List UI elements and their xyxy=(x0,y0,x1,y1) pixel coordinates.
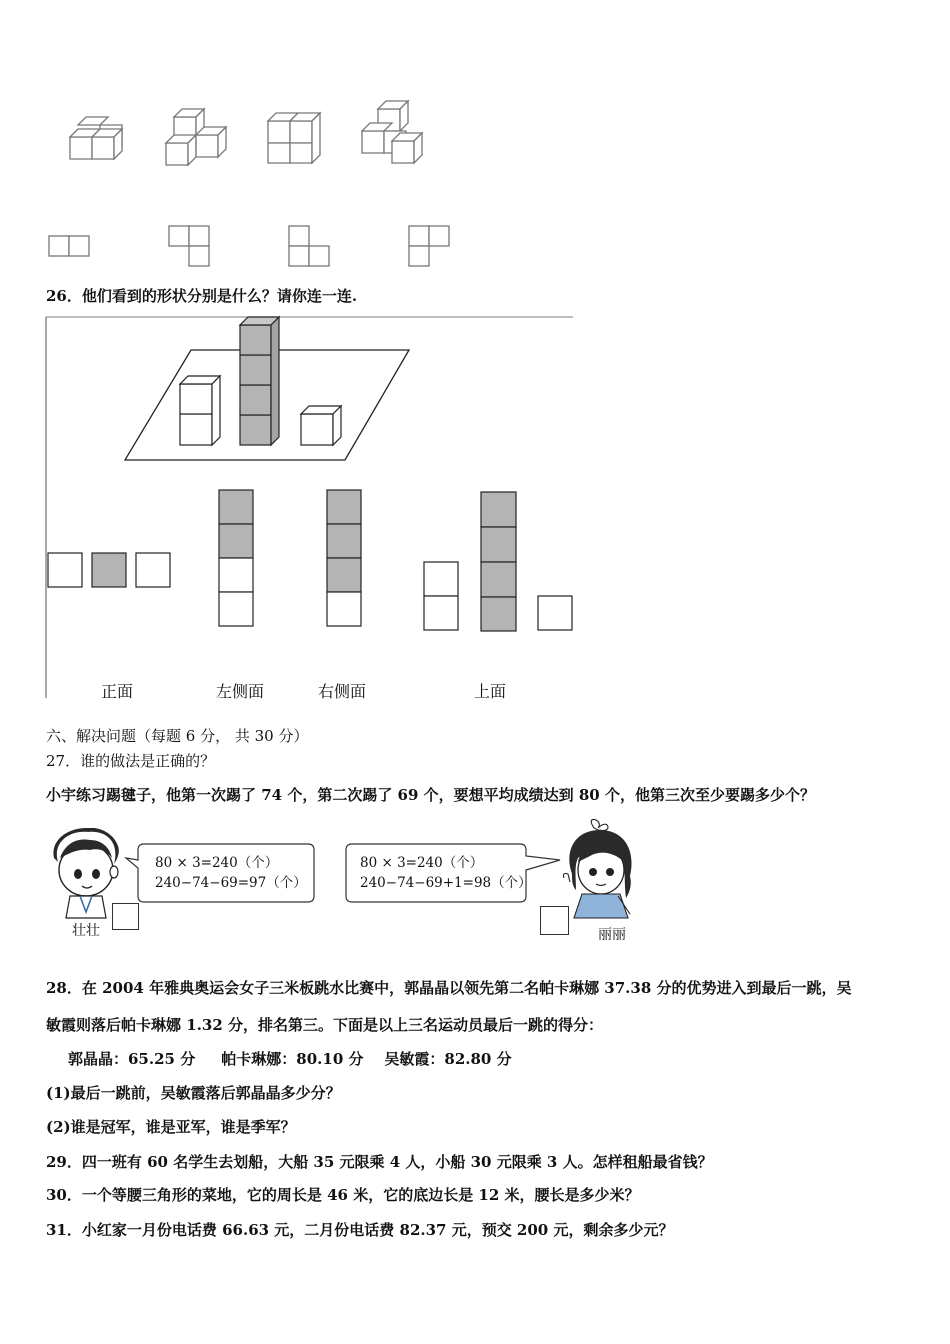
right-answer-box[interactable] xyxy=(540,906,569,935)
q30-text: 30．一个等腰三角形的菜地，它的周长是 46 米，它的底边长是 12 米，腰长是多少米？ xyxy=(46,1186,640,1204)
front-view xyxy=(48,553,170,587)
q27-title: 27．谁的做法是正确的？ xyxy=(46,752,216,770)
q28-line1: 28．在 2004 年雅典奥运会女子三米板跳水比赛中，郭晶晶以领先第二名帕卡琳娜 37.38 分的优势进入到最后一跳，吴 xyxy=(46,979,852,997)
q28-scores: 郭晶晶：65.25 分 帕卡琳娜：80.10 分 吴敏霞：82.80 分 xyxy=(68,1050,512,1068)
right-bubble-line1: 80 × 3=240（个） xyxy=(360,855,484,871)
right-person-name: 丽丽 xyxy=(598,927,626,943)
label-left: 左侧面 xyxy=(216,682,265,701)
label-right: 右侧面 xyxy=(318,682,367,701)
label-top: 上面 xyxy=(474,682,507,701)
q31-text: 31．小红家一月份电话费 66.63 元，二月份电话费 82.37 元，预交 200 元，剩余多少元？ xyxy=(46,1221,674,1239)
q25-solids-figure xyxy=(60,95,440,175)
left-bubble-line1: 80 × 3=240（个） xyxy=(155,855,279,871)
view-l-shape-b xyxy=(289,226,329,266)
q26-text: 26．他们看到的形状分别是什么？请你连一连. xyxy=(46,287,358,305)
stack-four-grey xyxy=(240,317,279,445)
q28-line2: 敏霞则落后帕卡琳娜 1.32 分，排名第三。下面是以上三名运动员最后一跳的得分： xyxy=(46,1016,603,1034)
section-heading: 六、解决问题（每题 6 分， 共 30 分） xyxy=(46,727,309,745)
left-view xyxy=(219,490,253,626)
left-answer-box[interactable] xyxy=(112,903,139,930)
right-view xyxy=(327,490,361,626)
top-view xyxy=(424,492,572,631)
q27-problem: 小宇练习踢毽子，他第一次踢了 74 个，第二次踢了 69 个，要想平均成绩达到 80 个，他第三次至少要踢多少个？ xyxy=(46,786,815,804)
left-person-name: 壮壮 xyxy=(72,923,100,939)
girl-illustration xyxy=(560,818,642,922)
stack-two-white xyxy=(180,376,220,445)
cube-stack-c xyxy=(268,113,320,163)
q28-sub2: (2)谁是冠军，谁是亚军，谁是季军？ xyxy=(46,1118,296,1136)
view-l-shape-c xyxy=(409,226,449,266)
q25-views-figure xyxy=(45,220,465,272)
view-two-squares xyxy=(49,236,89,256)
q29-text: 29．四一班有 60 名学生去划船，大船 35 元限乘 4 人，小船 30 元限乘 3 人。怎样租船最省钱？ xyxy=(46,1153,713,1171)
cube-stack-d xyxy=(362,101,422,163)
cube-stack-a xyxy=(70,117,122,159)
single-white-cube xyxy=(301,406,341,445)
left-bubble-line2: 240−74−69=97（个） xyxy=(155,875,307,891)
q26-figure xyxy=(45,314,575,704)
right-bubble-line2: 240−74−69+1=98（个） xyxy=(360,875,532,891)
cube-stack-b xyxy=(166,109,226,165)
label-front: 正面 xyxy=(101,682,134,701)
view-l-shape-a xyxy=(169,226,209,266)
q28-sub1: (1)最后一跳前，吴敏霞落后郭晶晶多少分？ xyxy=(46,1084,341,1102)
